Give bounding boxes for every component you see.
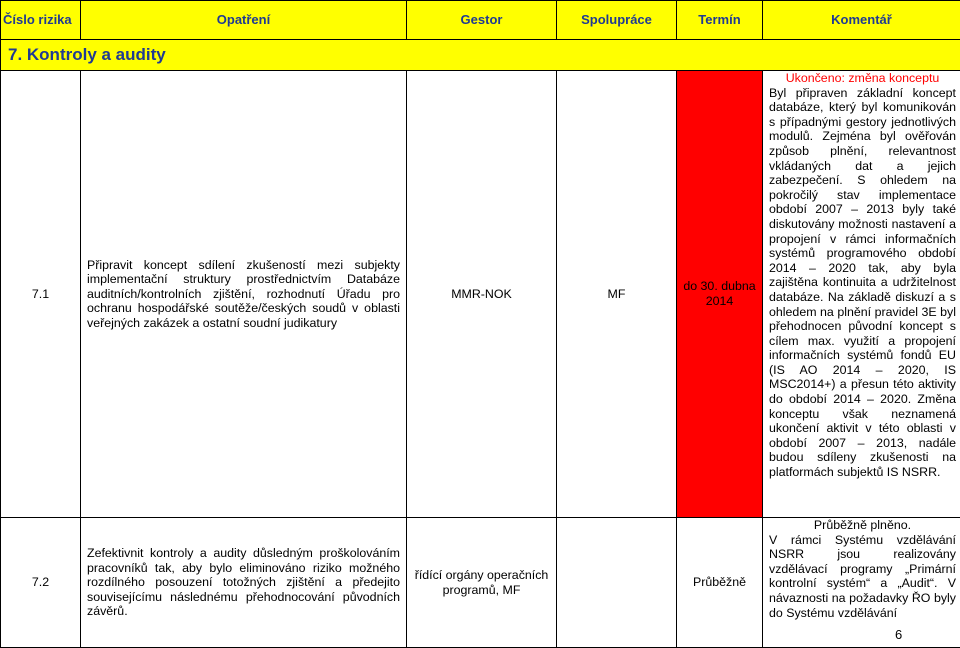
cooperation-cell bbox=[557, 518, 677, 648]
header-owner: Gestor bbox=[407, 1, 557, 40]
section-row bbox=[1, 40, 960, 71]
comment-cell bbox=[763, 518, 960, 648]
comment-text: V rámci Systému vzdělávání NSRR jsou realizovány vzdělávací programy „Primární kontrolní systém“ a „Audit“. V návaznosti na požadavky ŘO byly do Systému vzdělávání bbox=[769, 533, 956, 620]
comment-text: Byl připraven základní koncept databáze, který byl komunikován s případnými gestory jednotlivých modulů. Zejména byl ověřován způsob plnění, relevantnost vkládaných dat a jejich zabezpečení. S ohledem na pokročilý stav implementace období 2007 – 2013 byly také diskutovány možnosti nastavení a propojení v rámci informačních systémů programového období 2014 – 2020 tak, aby byla zajištěna kontinuita a udržitelnost databáze. Na základě diskuzí a s ohledem na plnění pravidel 3E byl přehodnocen původní koncept s cílem max. využití a propojení informačních systémů fondů EU (IS AO 2014 – 2020, IS MSC2014+) a přesun této aktivity do období 2014 – 2020. Změna konceptu však neznamená ukončení aktivit v této oblasti v období 2007 – 2013, nadále budou sdíleny zkušenosti na platformách subjektů IS NSRR. bbox=[769, 86, 956, 479]
measure-text: Zefektivnit kontroly a audity důsledným proškolováním pracovníků tak, aby bylo eliminováno riziko možného rozdílného posouzení totožných zjištění a předejito souvisejícímu následnému přehodnocování původních závěrů. bbox=[81, 518, 407, 648]
header-deadline: Termín bbox=[677, 1, 763, 40]
risk-number: 7.2 bbox=[1, 518, 81, 648]
table-header-row bbox=[1, 1, 960, 40]
cooperation-cell: MF bbox=[557, 71, 677, 518]
page-number: 6 bbox=[895, 628, 902, 642]
header-risk-number: Číslo rizika bbox=[1, 1, 81, 40]
deadline-cell: do 30. dubna 2014 bbox=[677, 71, 763, 518]
owner-cell: řídící orgány operačních programů, MF bbox=[407, 518, 557, 648]
comment-cell bbox=[763, 71, 960, 518]
deadline-cell: Průběžně bbox=[677, 518, 763, 648]
header-cooperation: Spolupráce bbox=[557, 1, 677, 40]
owner-cell: MMR-NOK bbox=[407, 71, 557, 518]
header-comment: Komentář bbox=[763, 1, 960, 40]
comment-status: Průběžně plněno. bbox=[769, 518, 956, 533]
header-measure: Opatření bbox=[81, 1, 407, 40]
table-row bbox=[1, 71, 960, 518]
section-title: 7. Kontroly a audity bbox=[1, 40, 960, 71]
comment-status: Ukončeno: změna konceptu bbox=[769, 71, 956, 86]
risk-number: 7.1 bbox=[1, 71, 81, 518]
table-row bbox=[1, 518, 960, 648]
measure-text: Připravit koncept sdílení zkušeností mezi subjekty implementační struktury prostřednictvím Databáze auditních/kontrolních zjištění, rozhodnutí Úřadu pro ochranu hospodářské soutěže/českých soudů v oblasti veřejných zakázek a ostatní soudní judikatury bbox=[81, 71, 407, 518]
